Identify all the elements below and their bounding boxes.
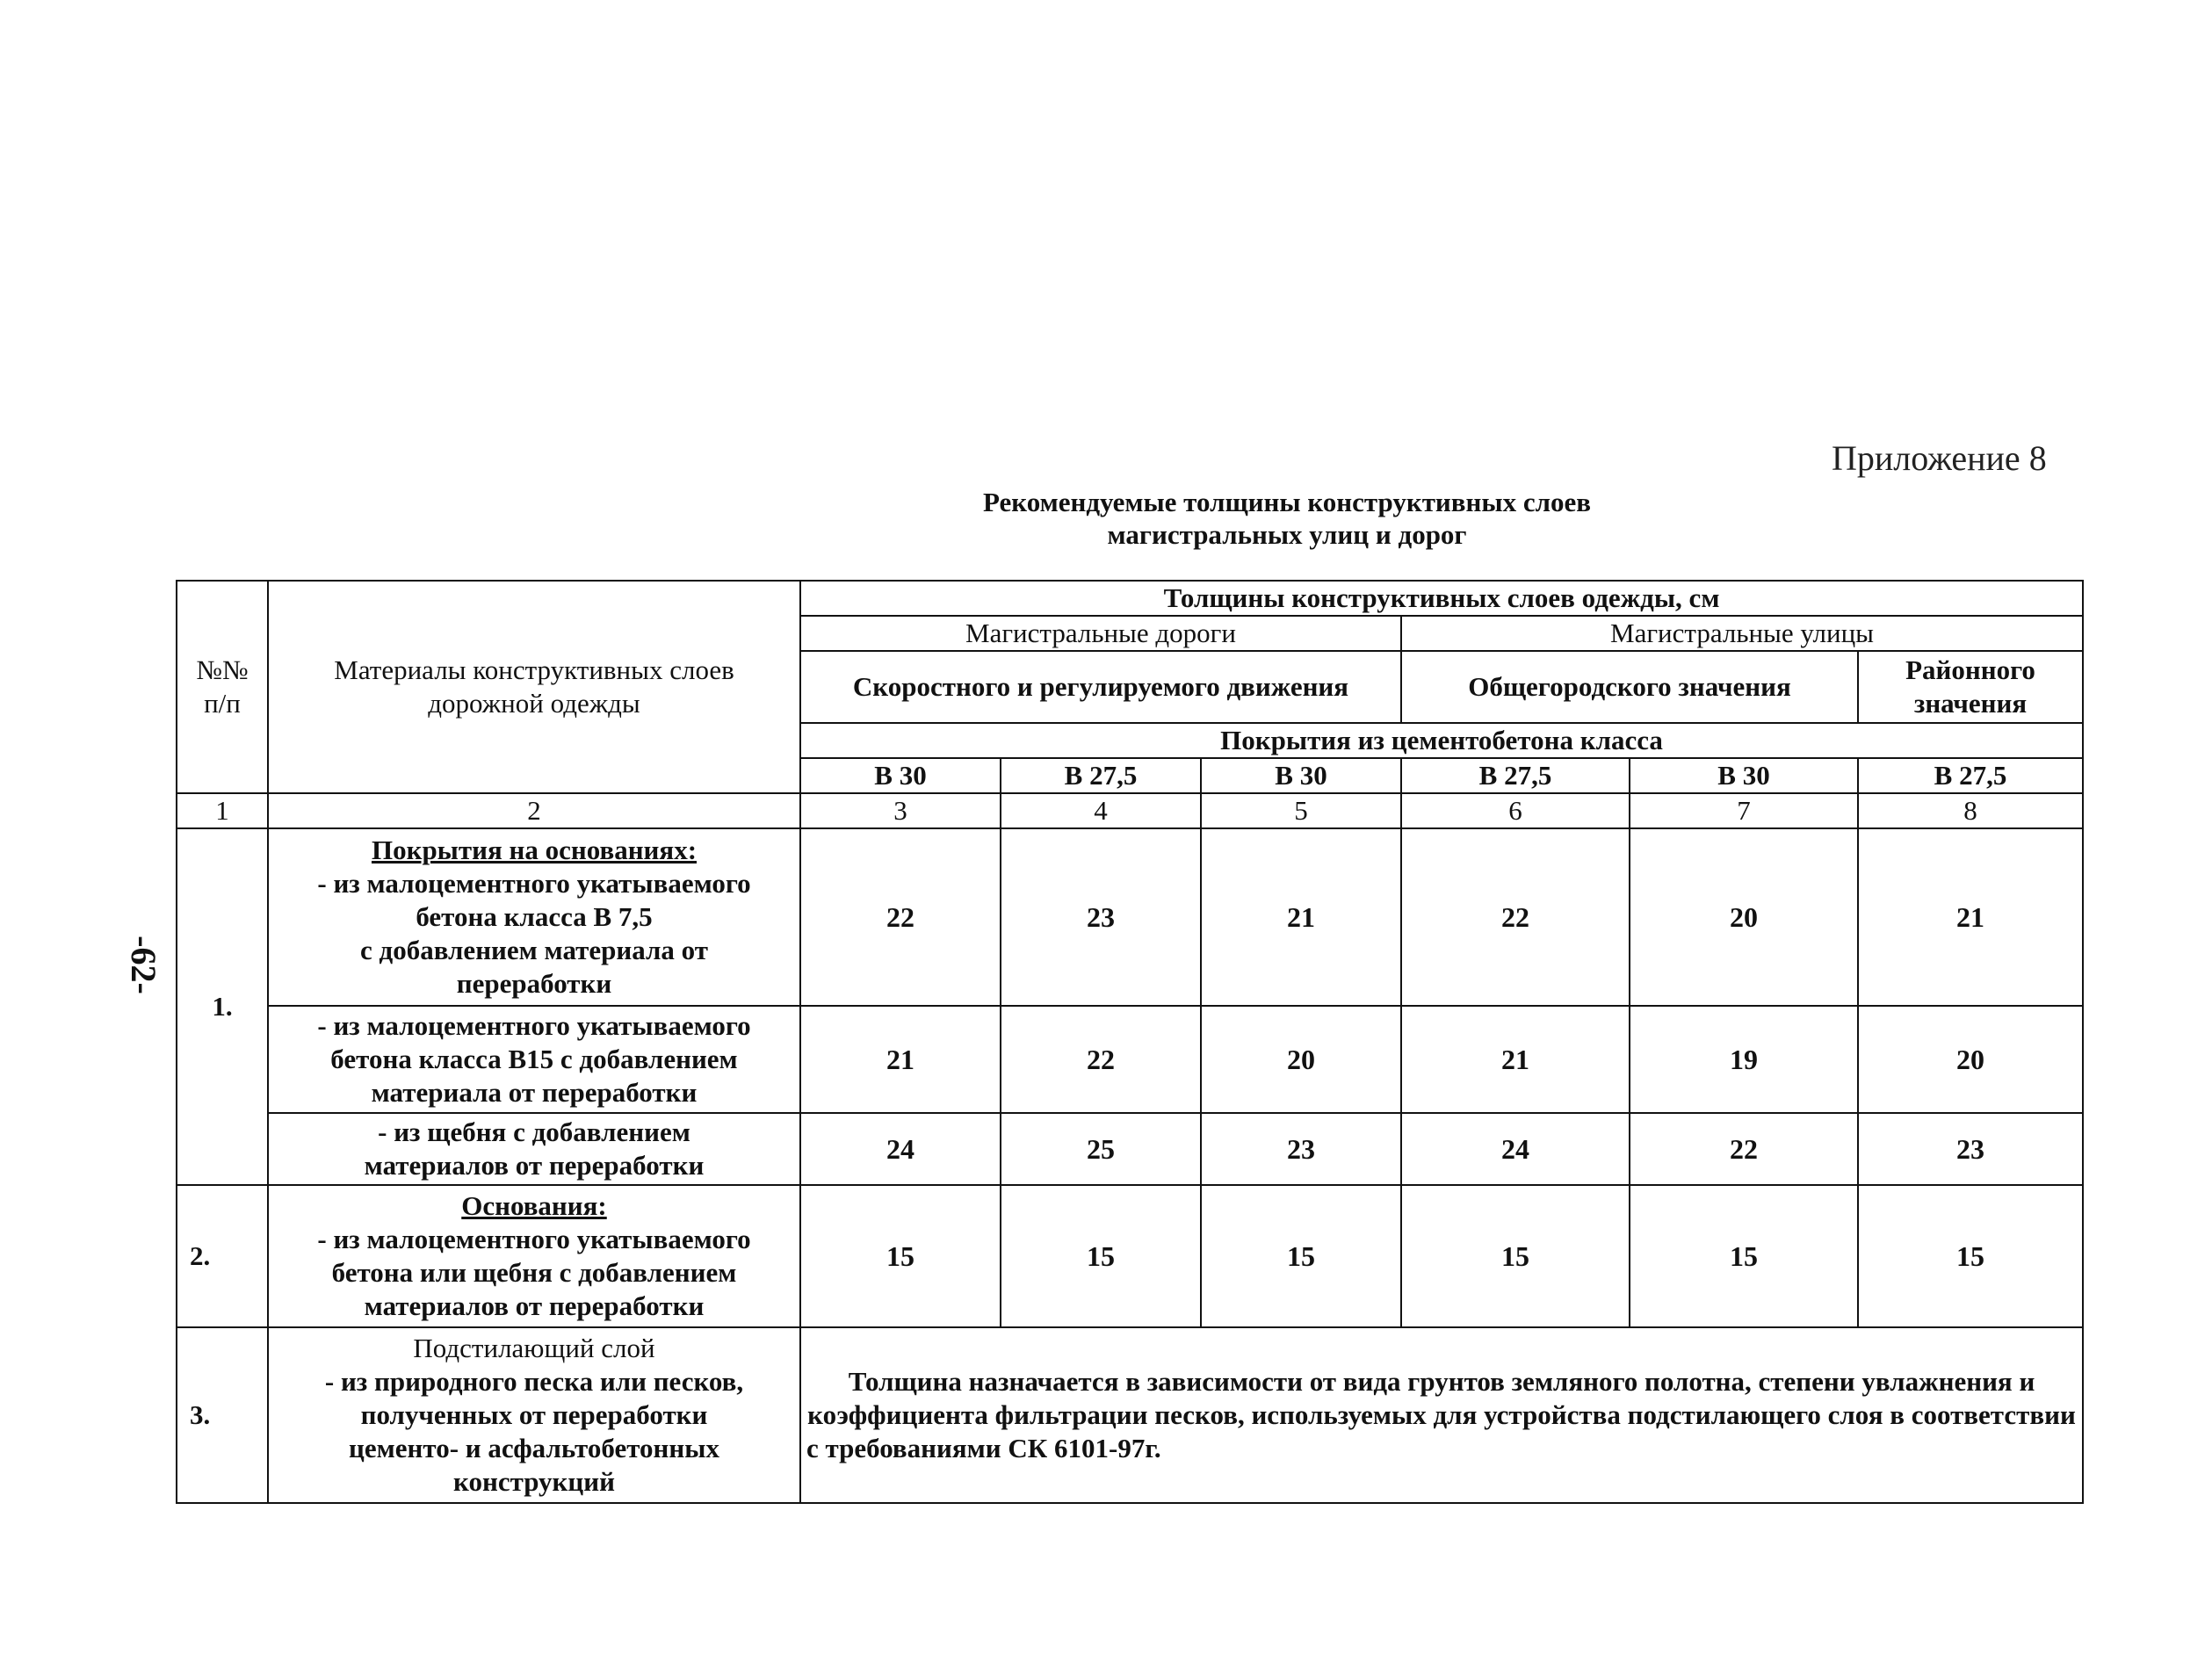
value-cell: 22 xyxy=(1001,1006,1201,1113)
header-streets-sub-1: Общегородского значения xyxy=(1401,651,1858,723)
table-row xyxy=(177,1006,2083,1113)
class-cell: В 27,5 xyxy=(1001,758,1201,793)
value-cell: 15 xyxy=(1401,1185,1630,1327)
header-thickness-group: Толщины конструктивных слоев одежды, см xyxy=(800,581,2083,616)
value-cell: 21 xyxy=(1201,828,1401,1006)
value-cell: 25 xyxy=(1001,1113,1201,1185)
title-line-1: Рекомендуемые толщины конструктивных слоев xyxy=(982,487,1592,517)
column-number: 2 xyxy=(268,793,800,828)
material-line: бетона класса В15 с добавлением xyxy=(330,1044,738,1074)
header-streets-sub-2: Районного значения xyxy=(1858,651,2083,723)
table-row xyxy=(177,1113,2083,1185)
material-cell xyxy=(268,1006,800,1113)
value-cell: 15 xyxy=(1858,1185,2083,1327)
material-line: бетона класса В 7,5 xyxy=(416,901,653,932)
table-row xyxy=(177,1185,2083,1327)
value-cell: 15 xyxy=(1001,1185,1201,1327)
value-cell: 23 xyxy=(1001,828,1201,1006)
column-number: 8 xyxy=(1858,793,2083,828)
material-line: бетона или щебня с добавлением xyxy=(331,1257,737,1288)
thickness-table xyxy=(176,580,2084,1504)
header-roads-group: Магистральные дороги xyxy=(800,616,1401,651)
class-cell: В 27,5 xyxy=(1858,758,2083,793)
row-heading: Основания: xyxy=(461,1190,607,1221)
title-line-2: магистральных улиц и дорог xyxy=(1107,519,1467,550)
material-line: - из щебня с добавлением xyxy=(378,1116,690,1147)
material-cell xyxy=(268,1113,800,1185)
material-line: полученных от переработки xyxy=(360,1399,708,1430)
header-roads-sub: Скоростного и регулируемого движения xyxy=(800,651,1401,723)
column-number: 4 xyxy=(1001,793,1201,828)
material-line: цементо- и асфальтобетонных xyxy=(349,1433,719,1463)
thickness-note: Толщина назначается в зависимости от вида грунтов земляного полотна, степени увлажнения и коэффициента фильтрации песков, используемых для устройства подстилающего слоя в соответствии с требованиями СК 6101-97г. xyxy=(800,1327,2083,1503)
class-cell: В 30 xyxy=(1201,758,1401,793)
material-line: - из малоцементного укатываемого xyxy=(317,1010,751,1041)
class-cell: В 30 xyxy=(800,758,1001,793)
document-title xyxy=(685,486,1889,551)
value-cell: 20 xyxy=(1201,1006,1401,1113)
value-cell: 24 xyxy=(800,1113,1001,1185)
table-row xyxy=(177,828,2083,1006)
value-cell: 23 xyxy=(1858,1113,2083,1185)
material-line: - из малоцементного укатываемого xyxy=(317,1224,751,1254)
column-number: 3 xyxy=(800,793,1001,828)
column-number: 7 xyxy=(1630,793,1858,828)
appendix-label: Приложение 8 xyxy=(1832,438,2047,478)
value-cell: 23 xyxy=(1201,1113,1401,1185)
material-cell xyxy=(268,828,800,1006)
row-number: 1. xyxy=(177,828,268,1185)
material-cell xyxy=(268,1327,800,1503)
value-cell: 15 xyxy=(1630,1185,1858,1327)
value-cell: 22 xyxy=(800,828,1001,1006)
value-cell: 22 xyxy=(1401,828,1630,1006)
value-cell: 15 xyxy=(1201,1185,1401,1327)
class-cell: В 30 xyxy=(1630,758,1858,793)
material-line: материала от переработки xyxy=(371,1077,698,1108)
row-heading: Подстилающий слой xyxy=(413,1333,655,1363)
value-cell: 20 xyxy=(1858,1006,2083,1113)
material-line: с добавлением материала от xyxy=(360,935,708,965)
header-coating-class: Покрытия из цементобетона класса xyxy=(800,723,2083,758)
value-cell: 19 xyxy=(1630,1006,1858,1113)
value-cell: 21 xyxy=(1401,1006,1630,1113)
material-line: переработки xyxy=(456,968,612,999)
value-cell: 21 xyxy=(1858,828,2083,1006)
class-cell: В 27,5 xyxy=(1401,758,1630,793)
value-cell: 20 xyxy=(1630,828,1858,1006)
header-num-col: №№ п/п xyxy=(177,581,268,793)
material-line: конструкций xyxy=(453,1466,615,1497)
column-number: 5 xyxy=(1201,793,1401,828)
table-row xyxy=(177,1327,2083,1503)
value-cell: 24 xyxy=(1401,1113,1630,1185)
column-number: 1 xyxy=(177,793,268,828)
page-number: -62- xyxy=(123,936,163,994)
row-number: 2. xyxy=(177,1185,268,1327)
material-cell xyxy=(268,1185,800,1327)
header-streets-group: Магистральные улицы xyxy=(1401,616,2083,651)
header-materials-col: Материалы конструктивных слоев дорожной одежды xyxy=(268,581,800,793)
material-line: материалов от переработки xyxy=(364,1290,705,1321)
material-line: материалов от переработки xyxy=(364,1150,705,1181)
column-number: 6 xyxy=(1401,793,1630,828)
value-cell: 22 xyxy=(1630,1113,1858,1185)
row-heading: Покрытия на основаниях: xyxy=(371,835,698,865)
material-line: - из малоцементного укатываемого xyxy=(317,868,751,899)
row-number: 3. xyxy=(177,1327,268,1503)
value-cell: 21 xyxy=(800,1006,1001,1113)
material-line: - из природного песка или песков, xyxy=(324,1366,744,1397)
value-cell: 15 xyxy=(800,1185,1001,1327)
